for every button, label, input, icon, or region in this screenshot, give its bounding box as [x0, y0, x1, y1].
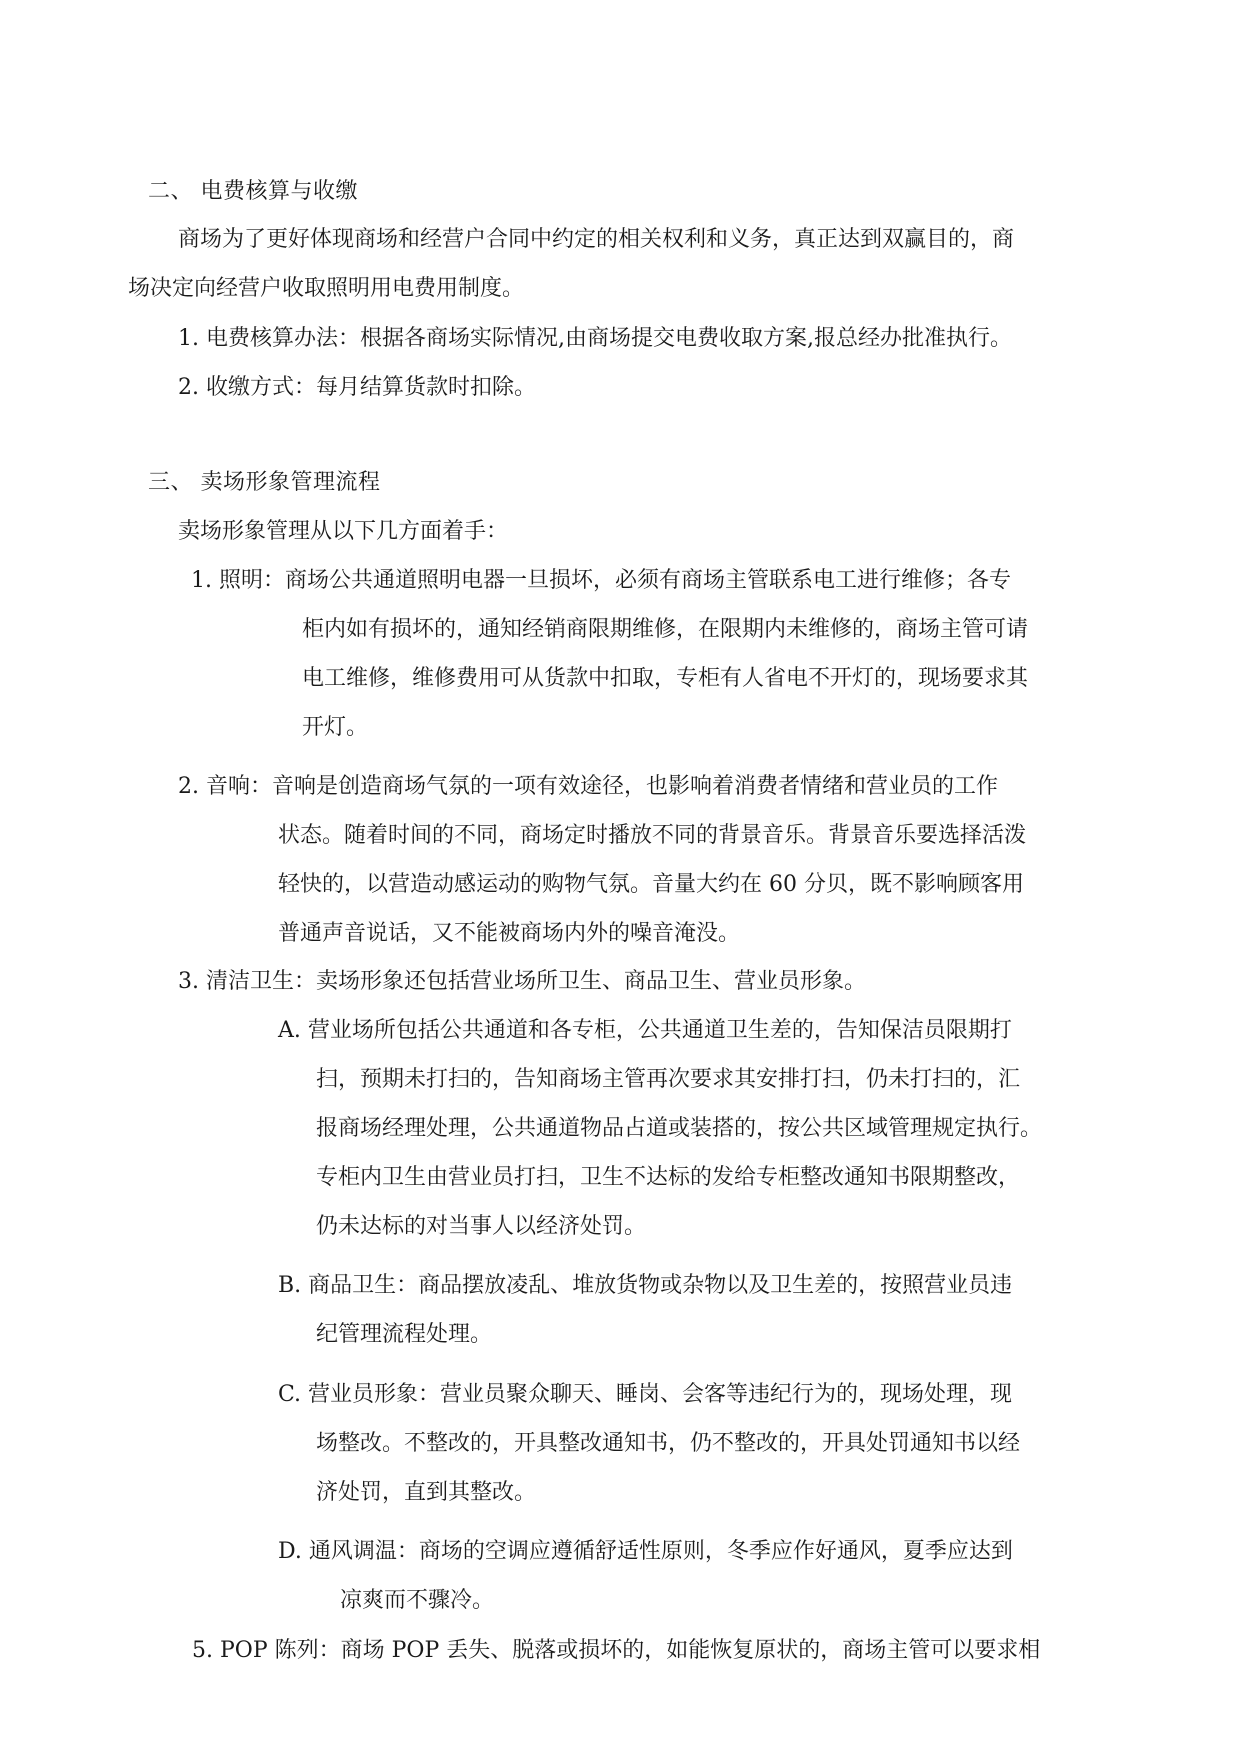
section2-intro-line1: 商场为了更好体现商场和经营户合同中约定的相关权利和义务，真正达到双赢目的，商 [178, 227, 1015, 252]
section2-item2: 2. 收缴方式：每月结算货款时扣除。 [178, 375, 536, 400]
section3-item1-line4: 开灯。 [302, 715, 369, 740]
section3-item1-line3: 电工维修，维修费用可从货款中扣取，专柜有人省电不开灯的，现场要求其 [302, 666, 1029, 691]
section3-item2-line2: 状态。随着时间的不同，商场定时播放不同的背景音乐。背景音乐要选择活泼 [278, 823, 1027, 848]
section3-item3-D-line1: D. 通风调温：商场的空调应遵循舒适性原则，冬季应作好通风，夏季应达到 [278, 1539, 1013, 1564]
section3-item3-A-line2: 扫，预期未打扫的，告知商场主管再次要求其安排打扫，仍未打扫的，汇 [316, 1067, 1021, 1092]
section3-item3-D-line2: 凉爽而不骤冷。 [340, 1588, 495, 1613]
section3-item3-B-line2: 纪管理流程处理。 [316, 1322, 493, 1347]
section3-item3-A-line4: 专柜内卫生由营业员打扫，卫生不达标的发给专柜整改通知书限期整改， [316, 1165, 1021, 1190]
section2-item1: 1. 电费核算办法：根据各商场实际情况,由商场提交电费收取方案,报总经办批准执行。 [178, 326, 1012, 351]
section3-item5-line1: 5. POP 陈列：商场 POP 丢失、脱落或损坏的，如能恢复原状的，商场主管可以要求相 [192, 1638, 1041, 1663]
section3-item1-line1: 1. 照明：商场公共通道照明电器一旦损坏，必须有商场主管联系电工进行维修；各专 [191, 568, 1011, 593]
section2-heading: 二、 电费核算与收缴 [148, 179, 358, 204]
section3-item3-C-line3: 济处罚，直到其整改。 [316, 1480, 537, 1505]
section3-item3-A-line3: 报商场经理处理，公共通道物品占道或装搭的，按公共区域管理规定执行。 [316, 1116, 1043, 1141]
section3-intro: 卖场形象管理从以下几方面着手： [178, 519, 509, 544]
section3-item2-line4: 普通声音说话，又不能被商场内外的噪音淹没。 [278, 921, 741, 946]
section3-item3-line1: 3. 清洁卫生：卖场形象还包括营业场所卫生、商品卫生、营业员形象。 [178, 969, 866, 994]
section3-item3-B-line1: B. 商品卫生：商品摆放凌乱、堆放货物或杂物以及卫生差的，按照营业员违 [278, 1273, 1013, 1298]
section3-item1-line2: 柜内如有损坏的，通知经销商限期维修，在限期内未维修的，商场主管可请 [302, 617, 1029, 642]
section3-item3-A-line1: A. 营业场所包括公共通道和各专柜，公共通道卫生差的，告知保洁员限期打 [278, 1018, 1012, 1043]
section3-item3-A-line5: 仍未达标的对当事人以经济处罚。 [316, 1214, 647, 1239]
section3-item2-line3: 轻快的，以营造动感运动的购物气氛。音量大约在 60 分贝，既不影响顾客用 [278, 872, 1024, 897]
section2-intro-line2: 场决定向经营户收取照明用电费用制度。 [128, 276, 525, 301]
section3-item2-line1: 2. 音响：音响是创造商场气氛的一项有效途径，也影响着消费者情绪和营业员的工作 [178, 774, 998, 799]
section3-item3-C-line1: C. 营业员形象：营业员聚众聊天、睡岗、会客等违纪行为的，现场处理，现 [278, 1382, 1013, 1407]
section3-item3-C-line2: 场整改。不整改的，开具整改通知书，仍不整改的，开具处罚通知书以经 [316, 1431, 1021, 1456]
section3-heading: 三、 卖场形象管理流程 [148, 470, 381, 495]
